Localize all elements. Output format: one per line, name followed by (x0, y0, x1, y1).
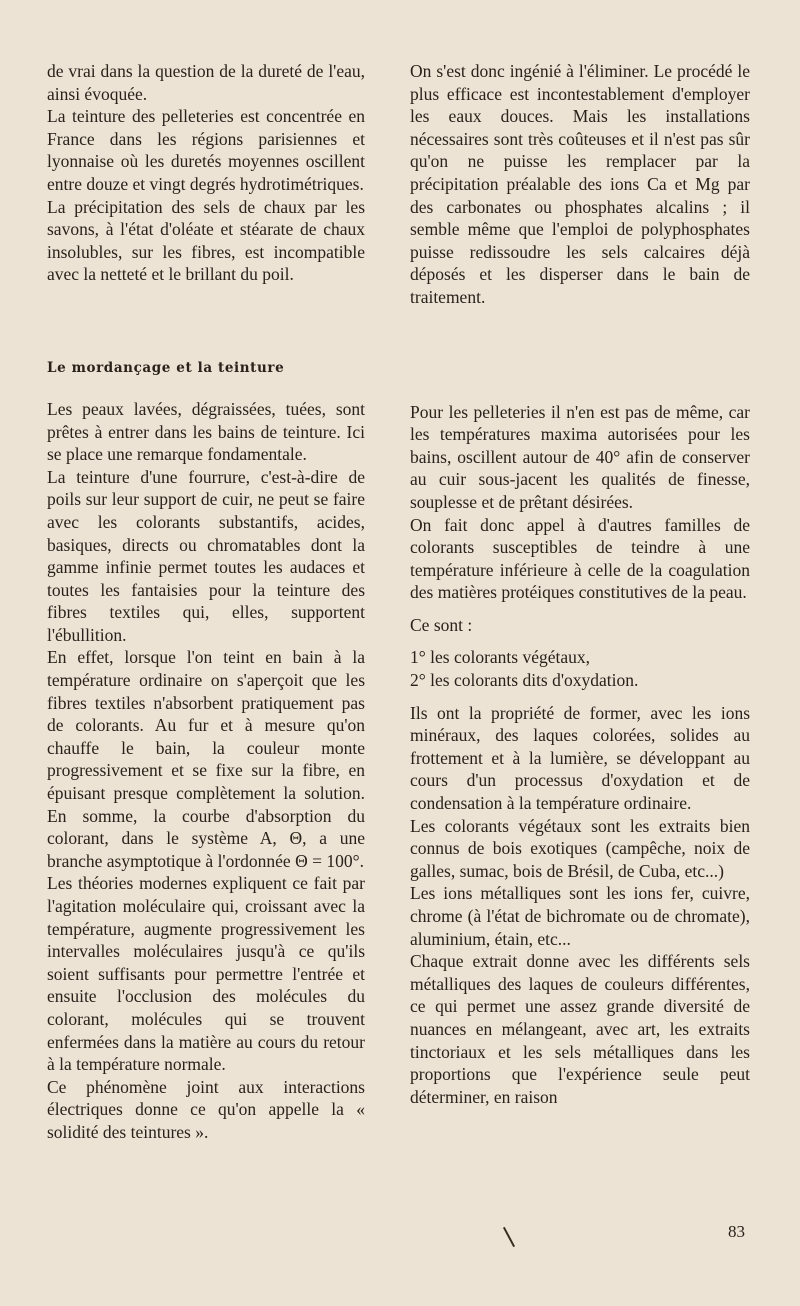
paragraph-intro: de vrai dans la question de la dureté de l'eau, ainsi évoquée. (47, 61, 365, 104)
page-number: 83 (728, 1222, 745, 1241)
pen-mark (503, 1227, 515, 1247)
paragraph-theories: Les théories modernes expliquent ce fait par l'agitation moléculaire qui, croissant avec la température, augmente progressivement les intervalles moléculaires jusqu'à ce qu'ils soient suffisants pour permettre l'entrée et ensuite l'occlusion des molécules du colorant, molécules qui se trouvent enfermées dans la matière au cours du retour à la température normale. (47, 873, 365, 1075)
paragraph-extrait: Chaque extrait donne avec les différents sels métalliques des laques de couleurs différentes, ce qui permet une assez grande diversité de nuances en mélangeant, avec art, les extraits tinctoriaux et les sels métalliques dans les proportions que l'expérience seule peut déterminer, en raison (410, 951, 750, 1107)
paragraph-durete: La teinture des pelleteries est concentrée en France dans les régions parisiennes et lyonnaise où les duretés moyennes oscillent entre douze et vingt degrés hydrotimétriques. (47, 106, 365, 194)
paragraph-ce-sont: Ce sont : (410, 614, 473, 635)
paragraph-ingenie: On s'est donc ingénié à l'éliminer. Le procédé le plus efficace est incontestablement d'employer les eaux douces. Mais les installations nécessaires sont très coûteuses et il n'est pas sûr qu'on ne puisse les remplacer par la précipitation préalable des ions Ca et Mg par des carbonates ou phosphates alcalins ; il semble même que l'emploi de polyphosphates puisse redissoudre les sels calcaires déjà déposés et les disperser dans le bain de traitement. (410, 61, 750, 307)
list-item: 1° les colorants végétaux, (410, 647, 590, 668)
list-item: 2° les colorants dits d'oxydation. (410, 670, 639, 691)
paragraph-peaux: Les peaux lavées, dégraissées, tuées, sont prêtes à entrer dans les bains de teinture. Ici se place une remarque fondamentale. (47, 398, 365, 465)
paragraph-ions: Les ions métalliques sont les ions fer, cuivre, chrome (à l'état de bichromate ou de chromate), aluminium, étain, etc... (410, 883, 750, 949)
paragraph-effet: En effet, lorsque l'on teint en bain à la température ordinaire on s'aperçoit que les fibres textiles n'absorbent pratiquement pas de colorants. Au fur et à mesure qu'on chauffe le bain, la couleur monte progressivement et se fixe sur la fibre, en épuisant presque complètement la solution. En somme, la courbe d'absorption du colorant, dans le système A, Θ, a une branche asymptotique à l'ordonnée Θ = 100°. (47, 647, 365, 871)
paragraph-precipitation: La précipitation des sels de chaux par les savons, à l'état d'oléate et stéarate de chaux insolubles, sur les fibres, est incompatible avec la netteté et le brillant du poil. (47, 196, 365, 285)
paragraph-teinture: La teinture d'une fourrure, c'est-à-dire de poils sur leur support de cuir, ne peut se faire avec les colorants substantifs, acides, basiques, directs ou chromatables dont la gamme infinie permet toutes les audaces et toutes les fantaisies pour la teinture des fibres textiles qui, elles, supportent l'ébullition. (47, 466, 365, 645)
paragraph-pelleteries: Pour les pelleteries il n'en est pas de même, car les températures maxima autorisées pour les bains, oscillent autour de 40° afin de conserver au cuir sous-jacent les qualités de finesse, souplesse et de prêtant désirées. (410, 401, 750, 512)
paragraph-propriete: Ils ont la propriété de former, avec les ions minéraux, des laques colorées, solides au frottement et à la lumière, se développant au cours d'un processus d'oxydation et de condensation à la température ordinaire. (410, 702, 750, 814)
paragraph-vegetaux: Les colorants végétaux sont les extraits bien connus de bois exotiques (campêche, noix de galles, sumac, bois de Brésil, de Cuba, etc...) (410, 815, 750, 881)
paragraph-appel: On fait donc appel à d'autres familles de colorants susceptibles de teindre à une température inférieure à celle de la coagulation des matières protéiques constitutives de la peau. (410, 514, 750, 603)
paragraph-phenomene: Ce phénomène joint aux interactions électriques donne ce qu'on appelle la « solidité des teintures ». (47, 1076, 365, 1142)
left-column (47, 60, 365, 1144)
right-column (410, 60, 750, 1108)
section-heading: Le mordançage et la teinture (47, 359, 285, 376)
